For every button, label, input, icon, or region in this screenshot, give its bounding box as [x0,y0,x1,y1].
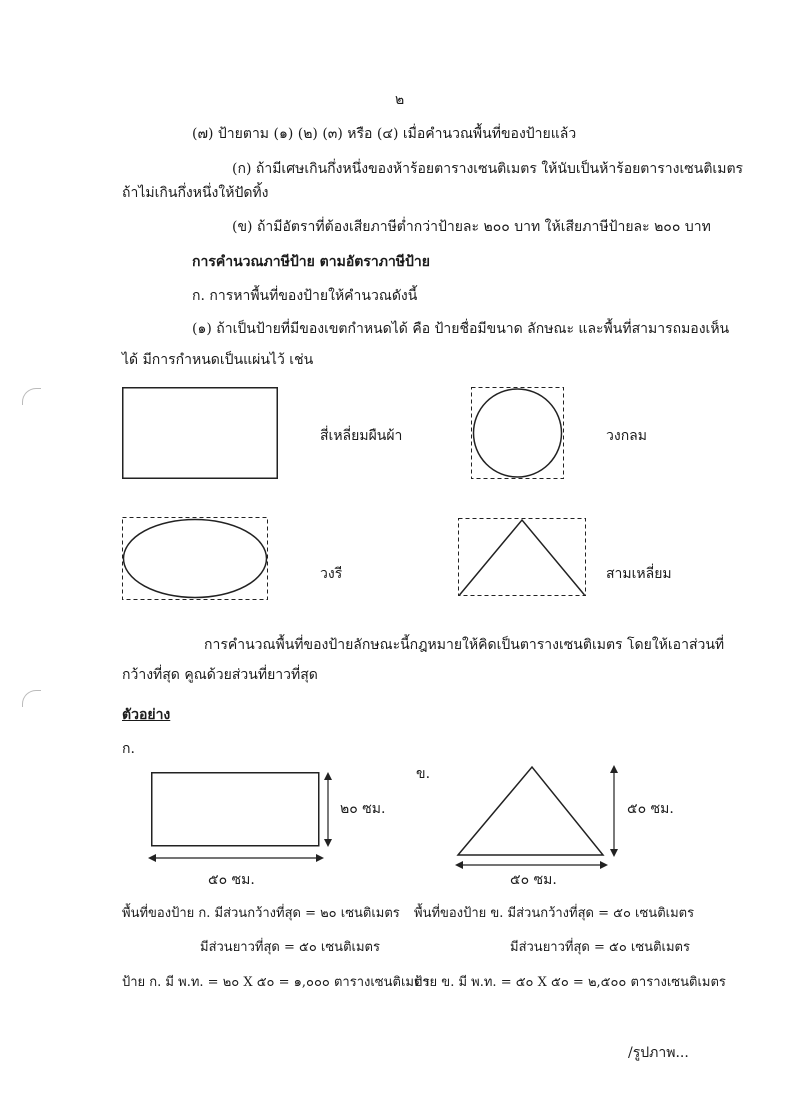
example-a-longest: มีส่วนยาวที่สุด = ๕๐ เซนติเมตร [200,940,380,955]
example-b-width-dim: ๕๐ ซม. [510,872,557,888]
rule-7-heading: (๗) ป้ายตาม (๑) (๒) (๓) หรือ (๔) เมื่อคำนวณพื้นที่ของป้ายแล้ว [192,126,577,142]
rule-7-b: (ข) ถ้ามีอัตราที่ต้องเสียภาษีต่ำกว่าป้ายละ ๒๐๐ บาท ให้เสียภาษีป้ายละ ๒๐๐ บาท [232,219,711,235]
example-a-label: ก. [122,741,135,757]
example-b-label: ข. [416,766,431,782]
example-a-rectangle-diagram [148,770,348,865]
example-a-width-dim: ๕๐ ซม. [208,872,255,888]
triangle-label: สามเหลี่ยม [606,566,672,582]
triangle-shape-icon [458,518,586,596]
ellipse-label: วงรี [320,566,343,582]
rectangle-label: สี่เหลี่ยมผืนผ้า [320,428,403,444]
example-b-triangle-diagram [452,762,624,867]
circle-shape-icon [471,387,564,479]
scan-hole-mark [22,388,41,405]
example-a-height-dim: ๒๐ ซม. [340,801,386,817]
ellipse-shape-icon [122,517,268,600]
example-b-longest: มีส่วนยาวที่สุด = ๕๐ เซนติเมตร [510,940,690,955]
circle-label: วงกลม [606,428,647,444]
item-1-line2: ได้ มีการกำหนดเป็นแผ่นไว้ เช่น [122,352,314,368]
example-heading: ตัวอย่าง [122,707,171,723]
example-a-area: ป้าย ก. มี พ.ท. = ๒๐ X ๕๐ = ๑,๐๐๐ ตารางเซนติเมตร [122,975,430,990]
scan-hole-mark [22,690,41,707]
rectangle-shape-icon [122,387,278,479]
calc-rule-line2: กว้างที่สุด คูณด้วยส่วนที่ยาวที่สุด [122,667,318,683]
section-title: การคำนวณภาษีป้าย ตามอัตราภาษีป้าย [192,254,430,270]
example-b-area: ป้าย ข. มี พ.ท. = ๕๐ X ๕๐ = ๒,๕๐๐ ตารางเซนติเมตร [414,975,726,990]
rule-7-a-line2: ถ้าไม่เกินกึ่งหนึ่งให้ปัดทิ้ง [122,185,269,201]
continuation-marker: /รูปภาพ... [628,1045,689,1061]
item-a: ก. การหาพื้นที่ของป้ายให้คำนวณดังนี้ [192,288,418,304]
calc-rule-line1: การคำนวณพื้นที่ของป้ายลักษณะนี้กฎหมายให้คิดเป็นตารางเซนติเมตร โดยให้เอาส่วนที่ [204,637,725,653]
page-number: ๒ [395,92,405,108]
example-a-widest: พื้นที่ของป้าย ก. มีส่วนกว้างที่สุด = ๒๐ เซนติเมตร [122,906,400,921]
item-1-line1: (๑) ถ้าเป็นป้ายที่มีของเขตกำหนดได้ คือ ป้ายชื่อมีขนาด ลักษณะ และพื้นที่สามารถมองเห็น [192,321,730,337]
example-b-widest: พื้นที่ของป้าย ข. มีส่วนกว้างที่สุด = ๕๐ เซนติเมตร [414,906,695,921]
rule-7-a-line1: (ก) ถ้ามีเศษเกินกึ่งหนึ่งของห้าร้อยตารางเซนติเมตร ให้นับเป็นห้าร้อยตารางเซนติเมตร [232,161,744,177]
example-b-height-dim: ๕๐ ซม. [627,801,674,817]
